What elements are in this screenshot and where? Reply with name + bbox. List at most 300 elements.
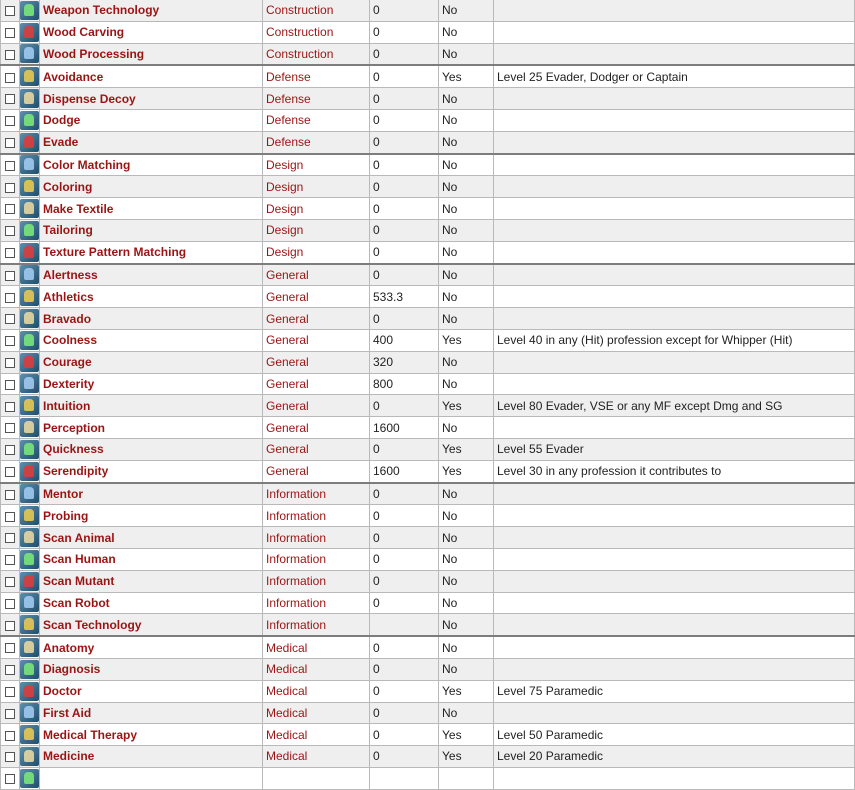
skill-name[interactable]: Scan Mutant — [40, 570, 263, 592]
skill-name[interactable]: Make Textile — [40, 198, 263, 220]
skill-category: General — [263, 395, 370, 417]
skill-category — [263, 767, 370, 789]
bravado-icon — [20, 309, 39, 328]
avoidance-icon — [20, 67, 39, 86]
skill-name[interactable]: Alertness — [40, 264, 263, 286]
skill-value: 0 — [370, 109, 439, 131]
courage-icon — [20, 353, 39, 372]
medicine-icon — [20, 747, 39, 766]
requirement-note: Level 20 Paramedic — [494, 746, 855, 768]
skill-value: 800 — [370, 373, 439, 395]
row-checkbox[interactable] — [5, 6, 15, 16]
table-row — [1, 21, 855, 43]
icon-cell — [20, 395, 40, 417]
skill-name[interactable]: Coloring — [40, 176, 263, 198]
select-cell — [1, 131, 20, 153]
skill-value: 0 — [370, 0, 439, 21]
skill-name[interactable]: Diagnosis — [40, 658, 263, 680]
skill-value: 0 — [370, 680, 439, 702]
icon-cell — [20, 219, 40, 241]
skill-value: 0 — [370, 198, 439, 220]
selectable-flag: No — [439, 614, 494, 636]
skill-value: 0 — [370, 395, 439, 417]
icon-cell — [20, 548, 40, 570]
row-checkbox[interactable] — [5, 204, 15, 214]
skill-category: Defense — [263, 88, 370, 110]
requirement-note — [494, 131, 855, 153]
row-checkbox[interactable] — [5, 28, 15, 38]
first-aid-icon — [20, 703, 39, 722]
row-checkbox[interactable] — [5, 271, 15, 281]
table-row — [1, 65, 855, 87]
icon-cell — [20, 241, 40, 263]
skill-name[interactable]: Athletics — [40, 286, 263, 308]
skill-category: Design — [263, 198, 370, 220]
selectable-flag: Yes — [439, 460, 494, 482]
skill-name[interactable]: Probing — [40, 505, 263, 527]
skill-category: General — [263, 438, 370, 460]
skill-name[interactable]: Avoidance — [40, 65, 263, 87]
row-checkbox[interactable] — [5, 643, 15, 653]
skill-name[interactable]: Tailoring — [40, 219, 263, 241]
select-cell — [1, 505, 20, 527]
skill-category: Construction — [263, 43, 370, 65]
skill-name[interactable]: Texture Pattern Matching — [40, 241, 263, 263]
skill-value — [370, 614, 439, 636]
table-row — [1, 329, 855, 351]
select-cell — [1, 308, 20, 330]
selectable-flag: No — [439, 154, 494, 176]
skill-category: Information — [263, 483, 370, 505]
select-cell — [1, 570, 20, 592]
skill-category: Design — [263, 219, 370, 241]
table-row — [1, 351, 855, 373]
selectable-flag: No — [439, 131, 494, 153]
icon-cell — [20, 109, 40, 131]
icon-cell — [20, 65, 40, 87]
icon-cell — [20, 658, 40, 680]
skill-name[interactable]: Wood Carving — [40, 21, 263, 43]
requirement-note: Level 40 in any (Hit) profession except for Whipper (Hit) — [494, 329, 855, 351]
icon-cell — [20, 131, 40, 153]
row-checkbox[interactable] — [5, 731, 15, 741]
select-cell — [1, 351, 20, 373]
skill-category: Information — [263, 570, 370, 592]
icon-cell — [20, 636, 40, 658]
requirement-note — [494, 241, 855, 263]
table-row — [1, 724, 855, 746]
skill-category: Medical — [263, 746, 370, 768]
skill-value: 0 — [370, 505, 439, 527]
selectable-flag: No — [439, 176, 494, 198]
select-cell — [1, 264, 20, 286]
select-cell — [1, 548, 20, 570]
icon-cell — [20, 0, 40, 21]
table-row — [1, 264, 855, 286]
selectable-flag: No — [439, 636, 494, 658]
selectable-flag: No — [439, 0, 494, 21]
skill-category: Construction — [263, 21, 370, 43]
skill-category: General — [263, 286, 370, 308]
color-matching-icon — [20, 155, 39, 174]
selectable-flag: No — [439, 219, 494, 241]
skill-value: 0 — [370, 527, 439, 549]
skill-value: 400 — [370, 329, 439, 351]
skill-category: General — [263, 373, 370, 395]
skill-category: Medical — [263, 680, 370, 702]
table-row — [1, 636, 855, 658]
select-cell — [1, 702, 20, 724]
select-cell — [1, 417, 20, 439]
selectable-flag: No — [439, 109, 494, 131]
table-row — [1, 241, 855, 263]
row-checkbox[interactable] — [5, 226, 15, 236]
select-cell — [1, 527, 20, 549]
select-cell — [1, 241, 20, 263]
table-row — [1, 527, 855, 549]
row-checkbox[interactable] — [5, 336, 15, 346]
requirement-note — [494, 702, 855, 724]
row-checkbox[interactable] — [5, 423, 15, 433]
skill-name[interactable]: Serendipity — [40, 460, 263, 482]
dexterity-icon — [20, 374, 39, 393]
requirement-note — [494, 308, 855, 330]
requirement-note — [494, 505, 855, 527]
row-checkbox[interactable] — [5, 577, 15, 587]
medical-therapy-icon — [20, 725, 39, 744]
requirement-note — [494, 0, 855, 21]
icon-cell — [20, 527, 40, 549]
requirement-note — [494, 636, 855, 658]
scan-animal-icon — [20, 528, 39, 547]
skill-name[interactable]: Wood Processing — [40, 43, 263, 65]
skill-value: 1600 — [370, 417, 439, 439]
row-checkbox[interactable] — [5, 116, 15, 126]
icon-cell — [20, 767, 40, 789]
select-cell — [1, 21, 20, 43]
requirement-note — [494, 614, 855, 636]
skill-value: 0 — [370, 154, 439, 176]
table-row — [1, 483, 855, 505]
skill-category: Medical — [263, 658, 370, 680]
select-cell — [1, 329, 20, 351]
select-cell — [1, 767, 20, 789]
skill-category: General — [263, 329, 370, 351]
table-row — [1, 548, 855, 570]
requirement-note: Level 75 Paramedic — [494, 680, 855, 702]
selectable-flag: No — [439, 527, 494, 549]
requirement-note: Level 50 Paramedic — [494, 724, 855, 746]
selectable-flag: No — [439, 505, 494, 527]
skill-name[interactable]: Courage — [40, 351, 263, 373]
skill-value: 0 — [370, 88, 439, 110]
select-cell — [1, 88, 20, 110]
skill-name[interactable]: Scan Robot — [40, 592, 263, 614]
select-cell — [1, 43, 20, 65]
row-checkbox[interactable] — [5, 533, 15, 543]
select-cell — [1, 0, 20, 21]
select-cell — [1, 286, 20, 308]
skill-name[interactable]: Medicine — [40, 746, 263, 768]
select-cell — [1, 65, 20, 87]
evade-icon — [20, 133, 39, 152]
skill-icon — [20, 769, 39, 788]
skill-value: 0 — [370, 570, 439, 592]
icon-cell — [20, 198, 40, 220]
select-cell — [1, 724, 20, 746]
skill-name[interactable]: Mentor — [40, 483, 263, 505]
row-checkbox[interactable] — [5, 94, 15, 104]
skill-name[interactable] — [40, 767, 263, 789]
skill-value: 0 — [370, 658, 439, 680]
skill-name[interactable]: Scan Animal — [40, 527, 263, 549]
requirement-note — [494, 658, 855, 680]
requirement-note: Level 30 in any profession it contributes to — [494, 460, 855, 482]
skill-name[interactable]: Intuition — [40, 395, 263, 417]
skill-value — [370, 767, 439, 789]
table-row — [1, 154, 855, 176]
skill-value: 0 — [370, 241, 439, 263]
row-checkbox[interactable] — [5, 555, 15, 565]
select-cell — [1, 176, 20, 198]
selectable-flag: No — [439, 241, 494, 263]
requirement-note — [494, 176, 855, 198]
select-cell — [1, 219, 20, 241]
skill-category: Medical — [263, 702, 370, 724]
icon-cell — [20, 460, 40, 482]
row-checkbox[interactable] — [5, 774, 15, 784]
row-checkbox[interactable] — [5, 752, 15, 762]
table-row — [1, 460, 855, 482]
select-cell — [1, 614, 20, 636]
skill-name[interactable]: Evade — [40, 131, 263, 153]
skill-category: Information — [263, 548, 370, 570]
icon-cell — [20, 176, 40, 198]
table-row — [1, 592, 855, 614]
skill-name[interactable]: Anatomy — [40, 636, 263, 658]
table-row — [1, 746, 855, 768]
selectable-flag: No — [439, 43, 494, 65]
row-checkbox[interactable] — [5, 183, 15, 193]
skill-name[interactable]: Doctor — [40, 680, 263, 702]
row-checkbox[interactable] — [5, 402, 15, 412]
requirement-note — [494, 373, 855, 395]
row-checkbox[interactable] — [5, 161, 15, 171]
selectable-flag: No — [439, 483, 494, 505]
icon-cell — [20, 308, 40, 330]
skill-value: 0 — [370, 176, 439, 198]
wood-carving-icon — [20, 23, 39, 42]
row-checkbox[interactable] — [5, 709, 15, 719]
requirement-note — [494, 264, 855, 286]
skill-name[interactable]: Perception — [40, 417, 263, 439]
wood-processing-icon — [20, 44, 39, 63]
row-checkbox[interactable] — [5, 687, 15, 697]
requirement-note: Level 25 Evader, Dodger or Captain — [494, 65, 855, 87]
row-checkbox[interactable] — [5, 512, 15, 522]
icon-cell — [20, 329, 40, 351]
make-textile-icon — [20, 199, 39, 218]
icon-cell — [20, 373, 40, 395]
requirement-note — [494, 548, 855, 570]
requirement-note: Level 80 Evader, VSE or any MF except Dmg and SG — [494, 395, 855, 417]
selectable-flag: No — [439, 373, 494, 395]
skill-value: 0 — [370, 21, 439, 43]
icon-cell — [20, 21, 40, 43]
select-cell — [1, 373, 20, 395]
selectable-flag: No — [439, 570, 494, 592]
selectable-flag: No — [439, 198, 494, 220]
skill-name[interactable]: First Aid — [40, 702, 263, 724]
coloring-icon — [20, 177, 39, 196]
selectable-flag: No — [439, 308, 494, 330]
skill-category: Defense — [263, 131, 370, 153]
icon-cell — [20, 264, 40, 286]
select-cell — [1, 680, 20, 702]
skill-value: 533.3 — [370, 286, 439, 308]
skill-category: Information — [263, 527, 370, 549]
icon-cell — [20, 614, 40, 636]
icon-cell — [20, 351, 40, 373]
row-checkbox[interactable] — [5, 599, 15, 609]
weapon-technology-icon — [20, 1, 39, 20]
select-cell — [1, 483, 20, 505]
skill-category: General — [263, 460, 370, 482]
intuition-icon — [20, 396, 39, 415]
skill-name[interactable]: Scan Technology — [40, 614, 263, 636]
table-row — [1, 702, 855, 724]
requirement-note — [494, 483, 855, 505]
selectable-flag: No — [439, 548, 494, 570]
table-row — [1, 614, 855, 636]
skill-value: 0 — [370, 65, 439, 87]
skill-value: 0 — [370, 548, 439, 570]
table-row — [1, 131, 855, 153]
row-checkbox[interactable] — [5, 490, 15, 500]
skill-category: Medical — [263, 636, 370, 658]
requirement-note — [494, 527, 855, 549]
selectable-flag: Yes — [439, 65, 494, 87]
selectable-flag: No — [439, 264, 494, 286]
row-checkbox[interactable] — [5, 621, 15, 631]
skill-value: 0 — [370, 264, 439, 286]
skill-name[interactable]: Dodge — [40, 109, 263, 131]
requirement-note — [494, 592, 855, 614]
skill-value: 0 — [370, 636, 439, 658]
icon-cell — [20, 724, 40, 746]
icon-cell — [20, 505, 40, 527]
select-cell — [1, 154, 20, 176]
serendipity-icon — [20, 462, 39, 481]
select-cell — [1, 460, 20, 482]
skill-category: Design — [263, 176, 370, 198]
table-row — [1, 198, 855, 220]
icon-cell — [20, 570, 40, 592]
table-row — [1, 658, 855, 680]
skill-value: 0 — [370, 131, 439, 153]
selectable-flag: Yes — [439, 680, 494, 702]
requirement-note — [494, 198, 855, 220]
skill-value: 0 — [370, 746, 439, 768]
selectable-flag: No — [439, 417, 494, 439]
scan-human-icon — [20, 550, 39, 569]
skill-value: 0 — [370, 702, 439, 724]
row-checkbox[interactable] — [5, 314, 15, 324]
row-checkbox[interactable] — [5, 445, 15, 455]
row-checkbox[interactable] — [5, 50, 15, 60]
skill-name[interactable]: Weapon Technology — [40, 0, 263, 21]
requirement-note — [494, 88, 855, 110]
table-row — [1, 505, 855, 527]
selectable-flag: No — [439, 351, 494, 373]
skill-category: General — [263, 264, 370, 286]
selectable-flag: No — [439, 21, 494, 43]
row-checkbox[interactable] — [5, 358, 15, 368]
icon-cell — [20, 286, 40, 308]
selectable-flag: Yes — [439, 438, 494, 460]
select-cell — [1, 746, 20, 768]
skill-category: Information — [263, 592, 370, 614]
row-checkbox[interactable] — [5, 293, 15, 303]
row-checkbox[interactable] — [5, 467, 15, 477]
coolness-icon — [20, 331, 39, 350]
requirement-note — [494, 351, 855, 373]
skill-name[interactable]: Medical Therapy — [40, 724, 263, 746]
skill-category: Information — [263, 614, 370, 636]
dodge-icon — [20, 111, 39, 130]
scan-robot-icon — [20, 593, 39, 612]
table-row — [1, 680, 855, 702]
skill-name[interactable]: Dexterity — [40, 373, 263, 395]
skill-name[interactable]: Color Matching — [40, 154, 263, 176]
skill-value: 0 — [370, 724, 439, 746]
skill-category: Medical — [263, 724, 370, 746]
table-row — [1, 570, 855, 592]
skill-name[interactable]: Scan Human — [40, 548, 263, 570]
skill-category: Defense — [263, 65, 370, 87]
row-checkbox[interactable] — [5, 248, 15, 258]
texture-pattern-matching-icon — [20, 243, 39, 262]
table-row — [1, 395, 855, 417]
requirement-note — [494, 21, 855, 43]
select-cell — [1, 592, 20, 614]
skill-category: Defense — [263, 109, 370, 131]
icon-cell — [20, 417, 40, 439]
skill-name[interactable]: Bravado — [40, 308, 263, 330]
skill-value: 0 — [370, 438, 439, 460]
selectable-flag: Yes — [439, 746, 494, 768]
skill-name[interactable]: Coolness — [40, 329, 263, 351]
row-checkbox[interactable] — [5, 138, 15, 148]
row-checkbox[interactable] — [5, 665, 15, 675]
table-row — [1, 373, 855, 395]
requirement-note — [494, 570, 855, 592]
requirement-note — [494, 43, 855, 65]
skill-value: 0 — [370, 483, 439, 505]
skill-category: Design — [263, 154, 370, 176]
row-checkbox[interactable] — [5, 380, 15, 390]
select-cell — [1, 636, 20, 658]
selectable-flag: No — [439, 592, 494, 614]
skill-name[interactable]: Quickness — [40, 438, 263, 460]
skill-name[interactable]: Dispense Decoy — [40, 88, 263, 110]
select-cell — [1, 658, 20, 680]
row-checkbox[interactable] — [5, 73, 15, 83]
selectable-flag: No — [439, 702, 494, 724]
anatomy-icon — [20, 638, 39, 657]
table-row — [1, 767, 855, 789]
requirement-note: Level 55 Evader — [494, 438, 855, 460]
